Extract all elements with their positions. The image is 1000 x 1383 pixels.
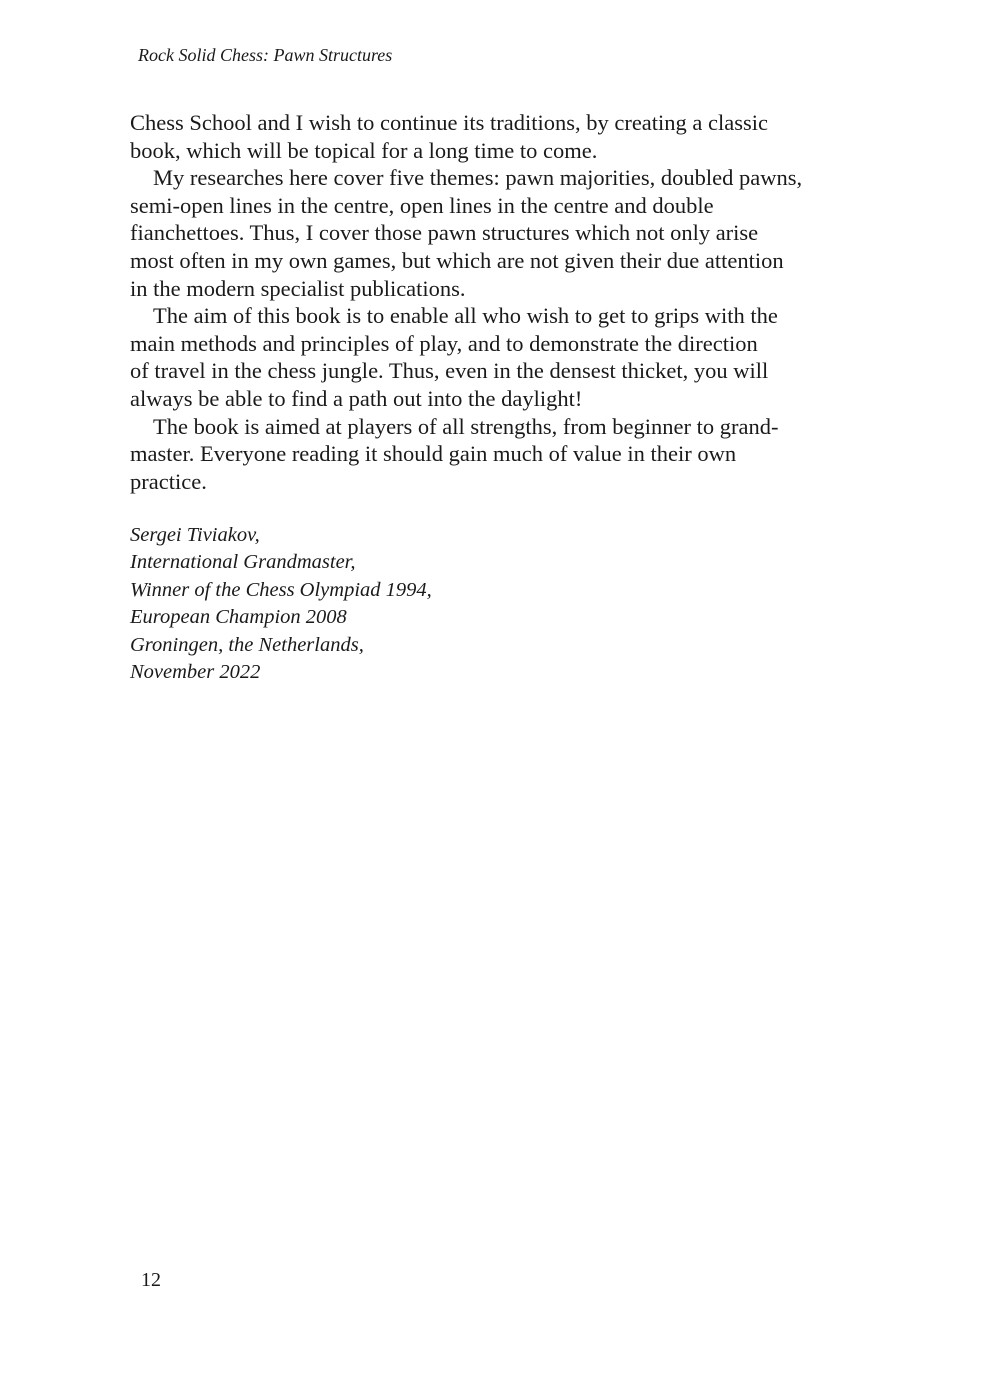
signature-line: Winner of the Chess Olympiad 1994, xyxy=(130,578,432,601)
body-line: The book is aimed at players of all strengths, from beginner to grand- xyxy=(153,413,779,439)
body-line: book, which will be topical for a long time to come. xyxy=(130,137,598,163)
page-number: 12 xyxy=(141,1269,161,1291)
body-line: main methods and principles of play, and to demonstrate the direction xyxy=(130,330,758,356)
signature-line: International Grandmaster, xyxy=(130,551,356,574)
body-text xyxy=(130,109,855,495)
signature-line: Sergei Tiviakov, xyxy=(130,524,260,546)
running-header: Rock Solid Chess: Pawn Structures xyxy=(138,45,393,65)
body-line: My researches here cover five themes: pawn majorities, doubled pawns, xyxy=(153,165,803,191)
body-line: master. Everyone reading it should gain much of value in their own xyxy=(130,441,737,467)
body-line: in the modern specialist publications. xyxy=(130,275,466,301)
signature-line: Groningen, the Netherlands, xyxy=(130,633,364,656)
body-line: most often in my own games, but which are not given their due attention xyxy=(130,247,784,273)
body-line: fianchettoes. Thus, I cover those pawn structures which not only arise xyxy=(130,220,759,246)
body-line: semi-open lines in the centre, open lines in the centre and double xyxy=(130,192,714,218)
body-line: practice. xyxy=(130,468,207,494)
body-line: Chess School and I wish to continue its traditions, by creating a classic xyxy=(130,110,769,135)
signature-line: November 2022 xyxy=(130,661,261,684)
body-line: The aim of this book is to enable all who wish to get to grips with the xyxy=(153,303,778,329)
signature-line: European Champion 2008 xyxy=(130,606,347,629)
body-line: of travel in the chess jungle. Thus, even in the densest thicket, you will xyxy=(130,358,769,384)
author-signature xyxy=(130,522,432,686)
body-line: always be able to find a path out into the daylight! xyxy=(130,385,583,411)
